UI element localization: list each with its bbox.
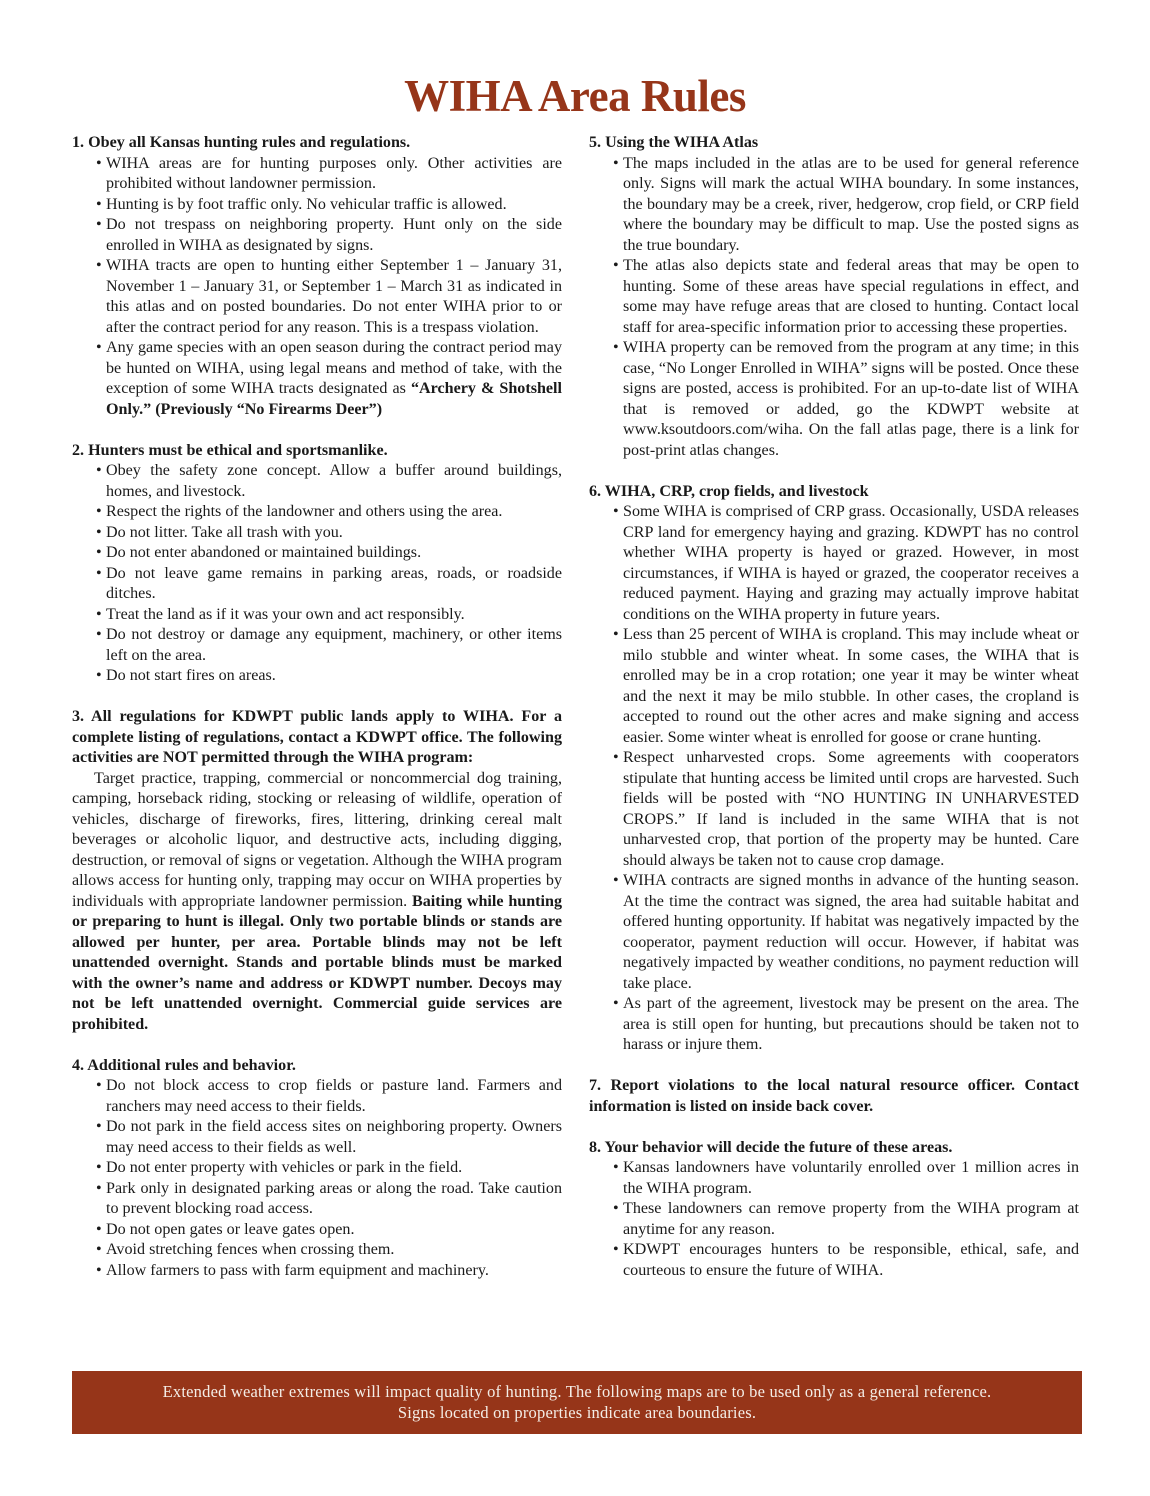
page-title: WIHA Area Rules (404, 71, 746, 121)
list-item: • As part of the agreement, livestock may be present on the area. The area is still open for hunting, but precautions should be taken not to harass or injure them. (613, 995, 1079, 1053)
list-item: • WIHA tracts are open to hunting either September 1 – January 31, November 1 – January 31, or September 1 – March 31 as indicated in this atlas and on posted boundaries. Do not enter WIHA prior to or after the contract period for any reason. This is a trespass violation. (96, 257, 562, 336)
section-4 (72, 1056, 562, 1282)
section-3-bold-rules: Baiting while hunting or preparing to hunt is illegal. Only two portable blinds or stands are allowed per hunter, per area. Portable blinds may not be left unattended overnight. Stands and portable blinds must be marked with the owner’s name and address or KDWPT number. Decoys may not be left unattended overnight. Commercial guide services are prohibited. (72, 892, 562, 1033)
footer-line-2: Signs located on properties indicate area boundaries. (397, 1403, 757, 1422)
section-7-heading: 7. Report violations to the local natural resource officer. Contact information is listed on inside back cover. (589, 1077, 1079, 1115)
list-item: • WIHA contracts are signed months in advance of the hunting season. At the time the contract was signed, the area had suitable habitat and offered hunting opportunity. If habitat was negatively impacted by the cooperator, payment reduction will occur. However, if habitat was negatively impacted by weather conditions, no payment reduction will take place. (613, 872, 1079, 992)
list-item: • Do not enter property with vehicles or park in the field. (96, 1159, 463, 1176)
list-item: • WIHA areas are for hunting purposes only. Other activities are prohibited without landowner permission. (96, 154, 562, 192)
list-item: • Do not trespass on neighboring property. Hunt only on the side enrolled in WIHA as designated by signs. (96, 216, 562, 254)
section-8-list (605, 1158, 1079, 1281)
section-1-heading: 1. Obey all Kansas hunting rules and regulations. (72, 134, 411, 151)
right-column (589, 133, 1079, 1302)
list-item: • Park only in designated parking areas or along the road. Take caution to prevent blocking road access. (96, 1179, 562, 1217)
list-item: • Any game species with an open season during the contract period may be hunted on WIHA, using legal means and method of take, with the exception of some WIHA tracts designated as “Archery & Shotshell Only.” (Previously “No Firearms Deer”) (96, 339, 563, 418)
section-8-heading: 8. Your behavior will decide the future of these areas. (589, 1138, 953, 1156)
section-2-heading: 2. Hunters must be ethical and sportsmanlike. (72, 441, 388, 459)
list-item: • Kansas landowners have voluntarily enrolled over 1 million acres in the WIHA program. (613, 1159, 1079, 1197)
list-item: • These landowners can remove property from the WIHA program at anytime for any reason. (613, 1200, 1079, 1238)
list-item: • Avoid stretching fences when crossing them. (96, 1241, 395, 1258)
list-item: • Respect the rights of the landowner and others using the area. (96, 503, 503, 520)
list-item: • Do not park in the field access sites on neighboring property. Owners may need access to their fields as well. (96, 1118, 562, 1156)
section-5 (589, 133, 1079, 461)
section-7 (589, 1076, 1079, 1117)
section-4-heading: 4. Additional rules and behavior. (72, 1056, 296, 1074)
section-4-list (88, 1076, 562, 1281)
footer-banner (72, 1371, 1082, 1434)
list-item: • Allow farmers to pass with farm equipment and machinery. (96, 1261, 489, 1279)
section-2-list (88, 461, 562, 687)
list-item: • Do not block access to crop fields or pasture land. Farmers and ranchers may need access to their fields. (96, 1077, 562, 1115)
section-8 (589, 1138, 1079, 1282)
section-1-list (88, 154, 562, 421)
list-item: • Do not open gates or leave gates open. (96, 1220, 355, 1238)
section-1 (72, 133, 562, 420)
list-item: • Do not litter. Take all trash with you. (96, 523, 343, 541)
list-item: • The maps included in the atlas are to be used for general reference only. Signs will mark the actual WIHA boundary. In some instances, the boundary may be a creek, river, hedgerow, crop field, or CRP field where the boundary may be difficult to map. Use the posted signs as the true boundary. (613, 154, 1079, 254)
list-item: • The atlas also depicts state and federal areas that may be open to hunting. Some of these areas have special regulations in effect, and some may have refuge areas that are closed to hunting. Contact local staff for area-specific information prior to accessing these properties. (613, 257, 1079, 336)
list-item: • Do not destroy or damage any equipment, machinery, or other items left on the area. (96, 626, 562, 664)
section-5-list (605, 154, 1079, 462)
list-item: • Do not leave game remains in parking areas, roads, or roadside ditches. (96, 564, 562, 602)
list-item: • WIHA property can be removed from the program at any time; in this case, “No Longer Enrolled in WIHA” signs will be posted. Once these signs are posted, access is prohibited. For an up-to-date list of WIHA that is removed or added, go the KDWPT website at www.ksoutdoors.com/wiha. On the fall atlas page, there is a link for post-print atlas changes. (613, 339, 1079, 459)
left-column (72, 133, 562, 1302)
list-item: • Respect unharvested crops. Some agreements with cooperators stipulate that hunting access be limited until crops are harvested. Such fields will be posted with “NO HUNTING IN UNHARVESTED CROPS.” If land is included in the same WIHA that is not unharvested crop, that portion of the property may be hunted. Care should always be taken not to cause crop damage. (613, 749, 1079, 869)
archery-shotshell-note: “Archery & Shotshell Only.” (Previously “No Firearms Deer”) (106, 380, 563, 418)
list-item: • Obey the safety zone concept. Allow a buffer around buildings, homes, and livestock. (96, 462, 562, 500)
list-item: • Less than 25 percent of WIHA is cropland. This may include wheat or milo stubble and winter wheat. In some cases, the WIHA that is enrolled may be in a crop rotation; one year it may be winter wheat and the next it may be milo stubble. In other cases, the cropland is accepted to round out the other acres and make signing and access easier. Some winter wheat is enrolled for goose or crane hunting. (613, 626, 1079, 746)
list-item: • Treat the land as if it was your own and act responsibly. (96, 605, 465, 623)
footer-line-1: Extended weather extremes will impact quality of hunting. The following maps are to be used only as a general reference. (162, 1382, 992, 1401)
list-item: • KDWPT encourages hunters to be responsible, ethical, safe, and courteous to ensure the future of WIHA. (613, 1241, 1079, 1279)
list-item: • Hunting is by foot traffic only. No vehicular traffic is allowed. (96, 195, 507, 213)
section-2 (72, 441, 562, 687)
section-3-heading: 3. All regulations for KDWPT public lands apply to WIHA. For a complete listing of regulations, contact a KDWPT office. The following activities are NOT permitted through the WIHA program: (72, 708, 562, 766)
section-6 (589, 482, 1079, 1056)
section-6-heading: 6. WIHA, CRP, crop fields, and livestock (589, 482, 869, 500)
section-6-list (605, 502, 1079, 1056)
list-item: • Do not enter abandoned or maintained buildings. (96, 544, 422, 561)
list-item: • Do not start fires on areas. (96, 667, 276, 684)
section-5-heading: 5. Using the WIHA Atlas (589, 134, 759, 151)
list-item: • Some WIHA is comprised of CRP grass. Occasionally, USDA releases CRP land for emergency haying and grazing. KDWPT has no control whether WIHA property is hayed or grazed. However, in most circumstances, if WIHA is hayed or grazed, the cooperator receives a reduced payment. Haying and grazing may actually improve habitat conditions on the WIHA property in future years. (613, 503, 1079, 623)
section-3-body: Target practice, trapping, commercial or noncommercial dog training, camping, horseback riding, stocking or releasing of wildlife, operation of vehicles, discharge of fireworks, fires, littering, drinking cereal malt beverages or alcoholic liquor, and destructive acts, including digging, destruction, or removal of signs or vegetation. Although the WIHA program allows access for hunting only, trapping may occur on WIHA properties by individuals with appropriate landowner permission. Baiting while hunting or preparing to hunt is illegal. Only two portable blinds or stands are allowed per hunter, per area. Portable blinds may not be left unattended overnight. Stands and portable blinds must be marked with the owner’s name and address or KDWPT number. Decoys may not be left unattended overnight. Commercial guide services are prohibited. (72, 769, 562, 1033)
section-3 (72, 707, 562, 1035)
